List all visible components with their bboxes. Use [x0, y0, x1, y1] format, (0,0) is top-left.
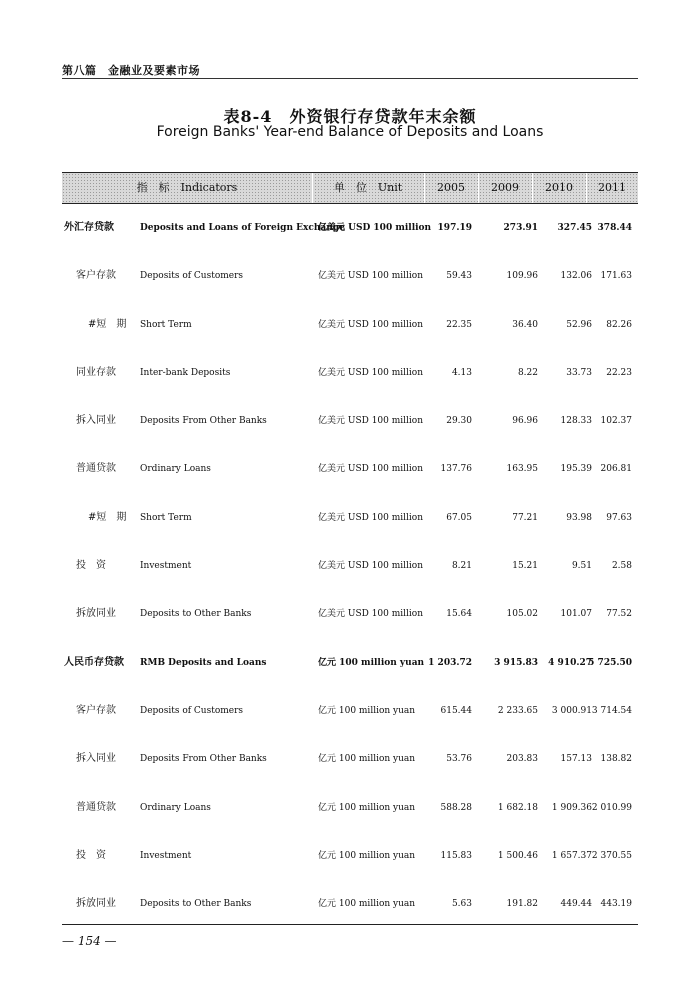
- table-title-zh: 表8-4 外资银行存贷款年末余额: [223, 107, 477, 126]
- row-value: 138.82: [600, 754, 632, 765]
- table-header: [62, 172, 638, 204]
- row-value: 1 657.37: [551, 850, 592, 861]
- row-value: 4 910.27: [548, 657, 592, 668]
- row-unit: 亿元 100 million yuan: [318, 802, 416, 813]
- row-label-zh: 外汇存贷款: [64, 222, 114, 233]
- row-value: 102.37: [600, 416, 632, 427]
- row-value: 22.23: [606, 367, 632, 378]
- row-label-en: Ordinary Loans: [140, 802, 211, 813]
- table-row: [62, 687, 638, 735]
- row-label-en: Deposits From Other Banks: [140, 754, 267, 765]
- table-row: [62, 735, 638, 783]
- row-value: 378.44: [597, 223, 632, 233]
- table-row: [62, 639, 638, 687]
- row-value: 273.91: [503, 223, 538, 233]
- row-value: 29.30: [446, 416, 472, 427]
- row-label-en: Deposits to Other Banks: [140, 609, 252, 620]
- row-value: 203.83: [506, 754, 538, 765]
- header-rule: [62, 78, 638, 79]
- row-value: 82.26: [606, 319, 632, 330]
- row-unit: 亿元 100 million yuan: [318, 850, 416, 861]
- row-value: 15.64: [446, 609, 472, 620]
- row-unit: 亿元 100 million yuan: [318, 705, 416, 716]
- row-label-en: Deposits and Loans of Foreign Exchange: [140, 223, 345, 233]
- row-label-en: Deposits to Other Banks: [140, 899, 252, 910]
- header-year: 2009: [491, 181, 519, 194]
- row-value: 8.21: [451, 561, 472, 572]
- row-value: 443.19: [600, 899, 632, 910]
- row-label-zh: 普通贷款: [76, 463, 116, 475]
- row-unit: 亿美元 USD 100 million: [318, 271, 423, 282]
- row-value: 163.95: [506, 464, 538, 475]
- table-row: [62, 832, 638, 880]
- row-label-zh: 普通贷款: [76, 801, 116, 813]
- row-value: 197.19: [437, 223, 472, 233]
- row-label-en: Investment: [140, 561, 192, 572]
- row-unit: 亿元 100 million yuan: [318, 754, 416, 765]
- table-row: [62, 494, 638, 542]
- row-label-zh: 拆放同业: [76, 608, 116, 620]
- row-value: 105.02: [506, 609, 538, 620]
- row-value: 22.35: [446, 319, 472, 330]
- row-label-zh: 投 资: [76, 849, 106, 861]
- row-label-zh: 同业存款: [76, 366, 116, 378]
- table-row: [62, 590, 638, 638]
- row-label-zh: 拆入同业: [76, 753, 116, 765]
- table-row: [62, 204, 638, 252]
- row-value: 52.96: [566, 319, 592, 330]
- row-unit: 亿美元 USD 100 million: [318, 512, 423, 523]
- row-value: 2 370.55: [591, 850, 632, 861]
- table-row: [62, 301, 638, 349]
- header-year: 2011: [598, 181, 626, 194]
- table-title-en: Foreign Banks' Year-end Balance of Deposits and Loans: [156, 124, 544, 140]
- row-value: 109.96: [506, 271, 538, 282]
- table-body: [62, 204, 638, 928]
- row-value: 53.76: [446, 754, 472, 765]
- row-label-en: Deposits From Other Banks: [140, 416, 267, 427]
- row-label-zh: 拆放同业: [76, 898, 116, 910]
- row-label-zh: 投 资: [76, 560, 106, 572]
- row-value: 1 909.36: [551, 802, 592, 813]
- row-label-zh: 客户存款: [76, 270, 116, 282]
- row-value: 77.21: [512, 512, 538, 523]
- row-unit: 亿美元 USD 100 million: [318, 367, 423, 378]
- row-value: 588.28: [440, 802, 472, 813]
- row-value: 97.63: [606, 512, 632, 523]
- row-value: 3 714.54: [591, 705, 632, 716]
- row-value: 96.96: [512, 416, 538, 427]
- row-value: 206.81: [600, 464, 632, 475]
- row-label-en: Deposits of Customers: [140, 271, 244, 282]
- row-value: 8.22: [517, 367, 538, 378]
- row-value: 1 203.72: [428, 657, 472, 668]
- row-unit: 亿美元 USD 100 million: [318, 464, 423, 475]
- row-value: 1 500.46: [497, 850, 538, 861]
- table-row: [62, 252, 638, 300]
- table-row: [62, 542, 638, 590]
- row-value: 2 233.65: [497, 705, 538, 716]
- row-label-en: Ordinary Loans: [140, 464, 211, 475]
- row-label-en: RMB Deposits and Loans: [140, 657, 267, 668]
- row-value: 4.13: [451, 367, 472, 378]
- row-value: 67.05: [446, 512, 472, 523]
- table-bottom-rule: [62, 924, 638, 925]
- table-row: [62, 880, 638, 928]
- row-label-en: Deposits of Customers: [140, 705, 244, 716]
- section-header: 第八篇 金融业及要素市场: [62, 64, 200, 77]
- row-value: 15.21: [512, 561, 538, 572]
- row-value: 101.07: [560, 609, 592, 620]
- row-value: 1 682.18: [497, 802, 538, 813]
- table-row: [62, 445, 638, 493]
- row-value: 137.76: [440, 464, 472, 475]
- row-label-en: Inter-bank Deposits: [140, 367, 231, 378]
- header-indicator: 指 标 Indicators: [136, 181, 238, 194]
- table-row: [62, 397, 638, 445]
- row-value: 36.40: [512, 319, 538, 330]
- row-value: 93.98: [566, 512, 592, 523]
- row-label-en: Short Term: [140, 512, 192, 523]
- row-label-zh: 人民币存贷款: [64, 656, 124, 668]
- row-value: 191.82: [506, 899, 538, 910]
- row-label-zh: #短 期: [88, 318, 127, 330]
- header-year: 2005: [437, 181, 465, 194]
- row-value: 3 000.91: [551, 705, 592, 716]
- row-unit: 亿元 100 million yuan: [318, 657, 425, 668]
- row-label-zh: 拆入同业: [76, 415, 116, 427]
- row-value: 2.58: [611, 561, 632, 572]
- row-value: 77.52: [606, 609, 632, 620]
- row-label-en: Short Term: [140, 319, 192, 330]
- row-value: 157.13: [560, 754, 592, 765]
- row-unit: 亿美元 USD 100 million: [318, 319, 423, 330]
- row-value: 2 010.99: [591, 802, 632, 813]
- row-value: 171.63: [600, 271, 632, 282]
- header-year: 2010: [545, 181, 573, 194]
- row-value: 33.73: [566, 367, 592, 378]
- row-value: 115.83: [440, 850, 472, 861]
- row-value: 128.33: [560, 416, 592, 427]
- row-value: 195.39: [560, 464, 592, 475]
- data-table: [62, 172, 638, 928]
- row-value: 9.51: [571, 561, 592, 572]
- table-row: [62, 349, 638, 397]
- row-label-en: Investment: [140, 850, 192, 861]
- row-value: 132.06: [560, 271, 592, 282]
- row-value: 615.44: [440, 705, 472, 716]
- row-value: 327.45: [557, 223, 592, 233]
- row-value: 59.43: [446, 271, 472, 282]
- row-value: 3 915.83: [494, 657, 538, 668]
- row-label-zh: #短 期: [88, 511, 127, 523]
- row-value: 5.63: [451, 899, 472, 910]
- header-unit: 单 位 Unit: [333, 181, 403, 194]
- row-unit: 亿美元 USD 100 million: [318, 561, 423, 572]
- table-row: [62, 784, 638, 832]
- page-number: — 154 —: [62, 934, 117, 948]
- row-unit: 亿美元 USD 100 million: [318, 223, 432, 233]
- row-unit: 亿美元 USD 100 million: [318, 609, 423, 620]
- row-label-zh: 客户存款: [76, 704, 116, 716]
- row-value: 5 725.50: [588, 657, 632, 668]
- row-unit: 亿美元 USD 100 million: [318, 416, 423, 427]
- row-value: 449.44: [560, 899, 592, 910]
- row-unit: 亿元 100 million yuan: [318, 899, 416, 910]
